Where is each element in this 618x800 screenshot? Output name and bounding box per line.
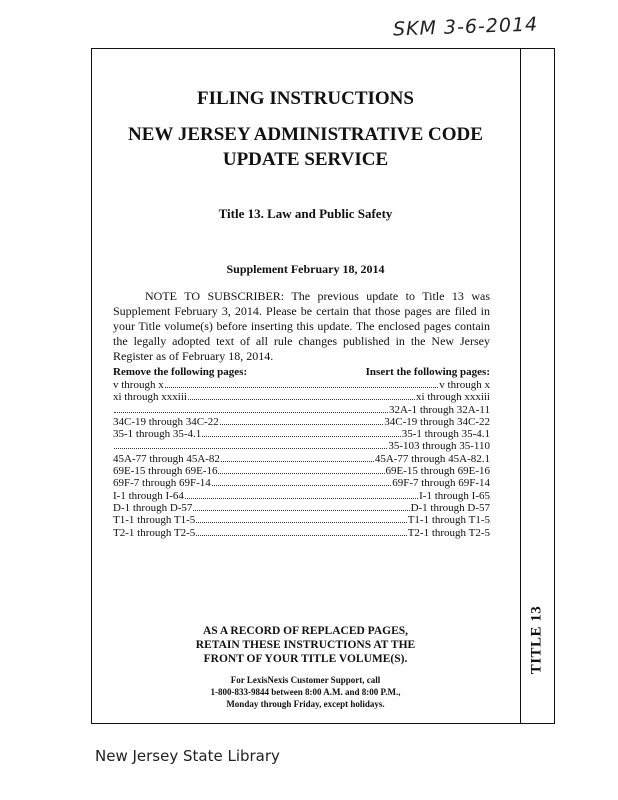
page-replacement-table	[113, 366, 490, 539]
dot-leader	[196, 514, 406, 523]
dot-leader	[221, 453, 374, 462]
retain-instructions	[91, 624, 520, 666]
remove-pages: 69F-7 through 69F-14	[113, 477, 211, 490]
retain-line-1: AS A RECORD OF REPLACED PAGES,	[202, 625, 409, 637]
insert-pages: 45A-77 through 45A-82.1	[374, 452, 490, 465]
retain-line-3: FRONT OF YOUR TITLE VOLUME(S).	[203, 653, 408, 665]
insert-pages: 69E-15 through 69E-16	[385, 465, 490, 478]
table-row	[113, 391, 490, 403]
page-title: FILING INSTRUCTIONS	[197, 88, 414, 109]
dot-leader	[212, 477, 391, 486]
table-row	[113, 490, 490, 502]
retain-line-2: RETAIN THESE INSTRUCTIONS AT THE	[195, 639, 416, 651]
subtitle-line-1: NEW JERSEY ADMINISTRATIVE CODE	[128, 124, 483, 145]
insert-pages: D-1 through D-57	[410, 501, 490, 514]
table-row	[113, 453, 490, 465]
handwritten-note: SKM 3-6-2014	[392, 13, 539, 41]
remove-pages: T2-1 through T2-5	[113, 526, 196, 539]
title-tab-label: TITLE 13	[528, 605, 545, 675]
table-row	[113, 428, 490, 440]
dot-leader	[185, 490, 418, 499]
dot-leader	[188, 391, 415, 400]
subtitle-line-2: UPDATE SERVICE	[222, 149, 389, 170]
table-body	[113, 379, 490, 539]
customer-support	[91, 674, 520, 710]
title-section: Title 13. Law and Public Safety	[218, 206, 393, 221]
table-row	[113, 440, 490, 452]
remove-pages: 35-1 through 35-4.1	[113, 428, 202, 441]
library-stamp: New Jersey State Library	[95, 747, 280, 765]
table-row	[113, 379, 490, 391]
table-row	[113, 477, 490, 489]
remove-pages: 69E-15 through 69E-16	[113, 465, 218, 478]
remove-pages: xi through xxxiii	[113, 391, 187, 404]
remove-column-header: Remove the following pages:	[113, 366, 248, 378]
insert-column-header: Insert the following pages:	[365, 366, 490, 378]
remove-pages: v through x	[113, 379, 164, 391]
remove-pages: 45A-77 through 45A-82	[113, 452, 220, 465]
tab-divider	[520, 48, 521, 724]
remove-pages: I-1 through I-64	[113, 489, 184, 502]
dot-leader	[202, 428, 400, 437]
insert-pages: v through x	[439, 379, 490, 391]
supplement-date: Supplement February 18, 2014	[226, 262, 385, 276]
dot-leader	[165, 379, 439, 388]
insert-pages: 69F-7 through 69F-14	[392, 477, 490, 490]
table-row	[113, 502, 490, 514]
subscriber-note-text: NOTE TO SUBSCRIBER: The previous update to Title 13 was Supplement February 3, 2014. Please be certain that those pages are filed in your Title volume(s) before inserting this update. The enclosed pages contain the legally adopted text of all rule changes published in the New Jersey Register as of February 18, 2014.	[113, 289, 490, 363]
insert-pages: xi through xxxiii	[416, 391, 490, 404]
insert-pages: 35-1 through 35-4.1	[401, 428, 490, 441]
support-line-1: For LexisNexis Customer Support, call	[230, 675, 381, 685]
dot-leader	[196, 527, 406, 536]
insert-pages: 32A-1 through 32A-11	[388, 403, 490, 416]
dot-leader	[193, 502, 409, 511]
table-row	[113, 416, 490, 428]
table-row	[113, 404, 490, 416]
support-line-3: Monday through Friday, except holidays.	[226, 699, 385, 709]
insert-pages: T2-1 through T2-5	[407, 526, 490, 539]
insert-pages: 34C-19 through 34C-22	[384, 415, 490, 428]
insert-pages: I-1 through I-65	[419, 489, 490, 502]
page-subtitle	[91, 122, 520, 172]
table-row	[113, 514, 490, 526]
dot-leader	[220, 416, 384, 425]
table-header	[113, 366, 490, 379]
dot-leader	[114, 404, 388, 413]
table-row	[113, 527, 490, 539]
insert-pages: 35-103 through 35-110	[388, 440, 490, 453]
insert-pages: T1-1 through T1-5	[407, 514, 490, 527]
remove-pages: T1-1 through T1-5	[113, 514, 196, 527]
table-row	[113, 465, 490, 477]
support-line-2: 1-800-833-9844 between 8:00 A.M. and 8:00 P.M.,	[210, 687, 401, 697]
dot-leader	[218, 465, 384, 474]
dot-leader	[114, 440, 387, 449]
remove-pages: 34C-19 through 34C-22	[113, 415, 219, 428]
remove-pages: D-1 through D-57	[113, 501, 193, 514]
subscriber-note	[113, 289, 490, 364]
